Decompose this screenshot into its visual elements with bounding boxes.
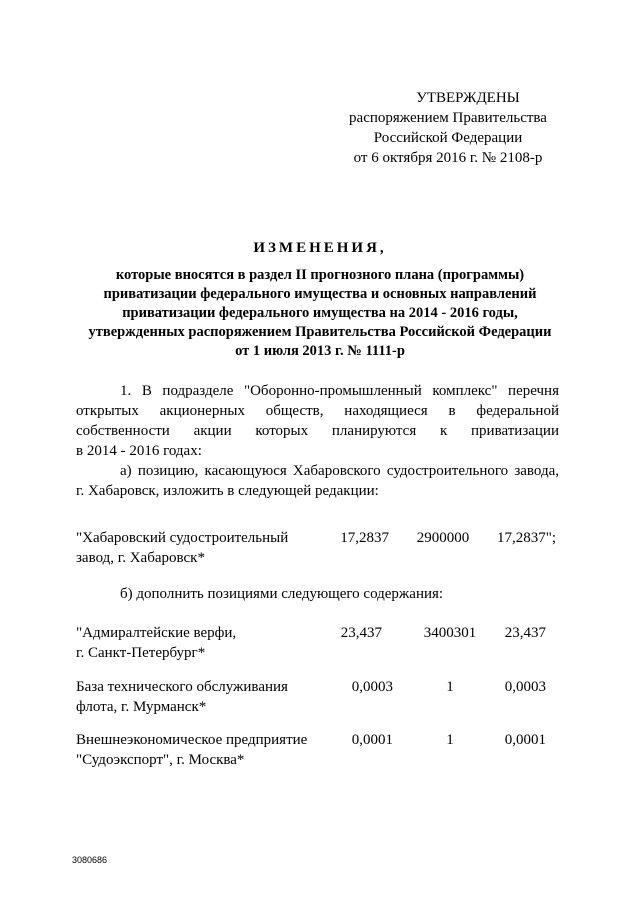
row-name-line-1: "Адмиралтейские верфи, — [76, 625, 237, 641]
row-value-2: 1 — [446, 679, 454, 695]
document-subtitle — [60, 266, 580, 361]
approval-line-2: Российской Федерации — [373, 130, 523, 146]
subtitle-line: приватизации федерального имущества и основных направлений — [103, 286, 537, 302]
approval-line-3: от 6 октября 2016 г. № 2108-р — [353, 150, 543, 166]
row-value-2: 3400301 — [423, 625, 477, 641]
row-name-line-1: Внешнеэкономическое предприятие — [76, 732, 308, 748]
row-value-2: 1 — [446, 732, 454, 748]
row-name — [76, 623, 236, 663]
item-b-paragraph — [76, 584, 559, 604]
row-value-3: 17,2837"; — [496, 530, 556, 546]
row-name-line-2: завод, г. Хабаровск* — [76, 550, 205, 566]
item-1-line-1: 1. В подразделе "Оборонно-промышленный комплекс" перечня — [120, 383, 559, 399]
document-number: 3080686 — [72, 855, 108, 865]
table-row — [76, 528, 576, 568]
subtitle-line: утвержденных распоряжением Правительства Российской Федерации — [88, 324, 552, 340]
row-value-1: 17,2837 — [340, 530, 389, 546]
item-a-line-1: а) позицию, касающуюся Хабаровского судостроительного завода, — [120, 463, 559, 479]
approval-block — [330, 88, 566, 168]
row-name — [76, 730, 307, 770]
subtitle-line: от 1 июля 2013 г. № 1111-р — [235, 343, 405, 359]
row-name — [76, 528, 288, 568]
table-row — [76, 730, 576, 770]
row-value-2: 2900000 — [416, 530, 470, 546]
item-a-line-2: г. Хабаровск, изложить в следующей редакции: — [76, 483, 379, 499]
item-1-line-4: в 2014 - 2016 годах: — [76, 443, 202, 459]
row-name-line-1: База технического обслуживания — [76, 679, 288, 695]
row-value-1: 0,0003 — [351, 679, 393, 695]
item-1-paragraph — [76, 381, 559, 501]
approval-heading: УТВЕРЖДЕНЫ — [416, 90, 520, 106]
row-name-line-2: "Судоэкспорт", г. Москва* — [76, 752, 245, 768]
item-b-line: б) дополнить позициями следующего содержания: — [120, 586, 444, 602]
table-row — [76, 623, 576, 663]
row-value-3: 0,0001 — [504, 732, 546, 748]
row-value-3: 0,0003 — [504, 679, 546, 695]
subtitle-line: приватизации федерального имущества на 2014 - 2016 годы, — [122, 305, 518, 321]
row-name — [76, 677, 288, 717]
table-row — [76, 677, 576, 717]
item-1-line-2: открытых акционерных обществ, находящиеся в федеральной — [76, 403, 559, 419]
row-value-1: 0,0001 — [351, 732, 393, 748]
row-value-1: 23,437 — [340, 625, 382, 641]
approval-line-1: распоряжением Правительства — [349, 110, 547, 126]
document-title: ИЗМЕНЕНИЯ, — [253, 240, 387, 256]
row-name-line-2: флота, г. Мурманск* — [76, 699, 207, 715]
row-name-line-2: г. Санкт-Петербург* — [76, 645, 206, 661]
row-name-line-1: "Хабаровский судостроительный — [76, 530, 289, 546]
row-value-3: 23,437 — [504, 625, 546, 641]
item-1-line-3: собственности акции которых планируются к приватизации — [76, 423, 559, 439]
subtitle-line: которые вносятся в раздел II прогнозного плана (программы) — [115, 267, 525, 283]
